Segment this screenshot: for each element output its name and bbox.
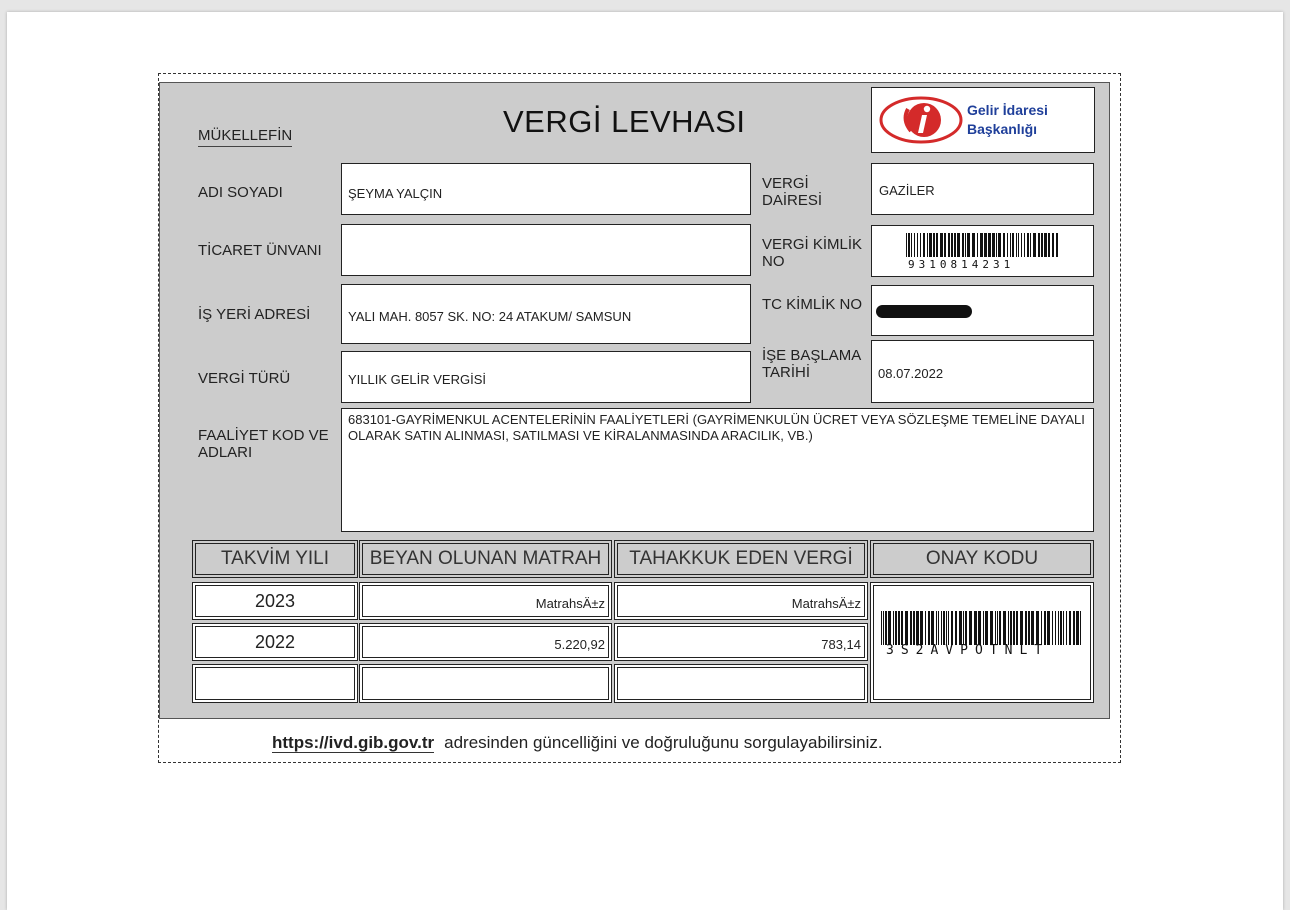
header-takvim-yili: TAKVİM YILI bbox=[192, 540, 358, 578]
barcode-bar bbox=[1003, 233, 1005, 257]
table-row-matrah: 5.220,92 bbox=[359, 623, 612, 661]
barcode-bar bbox=[1041, 233, 1043, 257]
table-row-matrah: MatrahsÄ±z bbox=[359, 582, 612, 620]
gib-logo-text: Gelir İdaresi Başkanlığı bbox=[967, 102, 1048, 137]
barcode-bar bbox=[1063, 611, 1064, 645]
barcode-bar bbox=[962, 233, 964, 257]
barcode-bar bbox=[933, 233, 935, 257]
barcode-bar bbox=[916, 611, 919, 645]
barcode-bar bbox=[992, 233, 995, 257]
barcode-bar bbox=[996, 233, 997, 257]
field-faaliyet: 683101-GAYRİMENKUL ACENTELERİNİN FAALİYETLERİ (GAYRİMENKULÜN ÜCRET VEYA SÖZLEŞME TEMELİNE DAYALI OLARAK SATIN ALINMASI, SATILMASI VE KİRALANMASINDA ARACILIK, VB.) bbox=[341, 408, 1094, 532]
barcode-bar bbox=[1044, 611, 1046, 645]
barcode-bar bbox=[925, 611, 926, 645]
barcode-bar bbox=[983, 611, 984, 645]
barcode-bar bbox=[978, 611, 981, 645]
table-row-matrah bbox=[359, 664, 612, 703]
barcode-bar bbox=[928, 611, 930, 645]
barcode-bar bbox=[1080, 611, 1081, 645]
label-vergi-kimlik-no: VERGİ KİMLİK NO bbox=[762, 236, 863, 270]
footer-note bbox=[272, 733, 883, 753]
field-vergi-dairesi: GAZİLER bbox=[871, 163, 1094, 215]
barcode-bar bbox=[1073, 611, 1075, 645]
label-tc-kimlik-no: TC KİMLİK NO bbox=[762, 296, 863, 313]
barcode-bar bbox=[938, 611, 939, 645]
barcode-bar bbox=[997, 611, 998, 645]
barcode-bar bbox=[1055, 611, 1056, 645]
barcode-bar bbox=[995, 611, 996, 645]
table-row-vergi: 783,14 bbox=[614, 623, 868, 661]
header-onay-kodu: ONAY KODU bbox=[870, 540, 1094, 578]
barcode-bar bbox=[936, 611, 937, 645]
barcode-bar bbox=[1052, 233, 1054, 257]
barcode-bar bbox=[999, 611, 1001, 645]
barcode-bar bbox=[895, 611, 897, 645]
label-is-yeri-adresi: İŞ YERİ ADRESİ bbox=[198, 306, 311, 323]
field-vergi-turu: YILLIK GELİR VERGİSİ bbox=[341, 351, 751, 403]
barcode-bar bbox=[885, 611, 887, 645]
barcode-bar bbox=[911, 233, 912, 257]
barcode-bar bbox=[1047, 611, 1050, 645]
gib-link[interactable]: https://ivd.gib.gov.tr bbox=[272, 733, 435, 752]
gib-logo-icon bbox=[878, 93, 964, 147]
barcode-bar bbox=[954, 233, 956, 257]
onay-barcode-icon bbox=[881, 611, 1083, 645]
barcode-bar bbox=[941, 611, 942, 645]
barcode-bar bbox=[1003, 611, 1006, 645]
label-ise-baslama: İŞE BAŞLAMA TARİHİ bbox=[762, 347, 861, 381]
barcode-bar bbox=[1013, 611, 1015, 645]
barcode-bar bbox=[988, 233, 991, 257]
table-row-vergi bbox=[614, 664, 868, 703]
barcode-bar bbox=[948, 611, 949, 645]
barcode-bar bbox=[1008, 611, 1009, 645]
barcode-bar bbox=[1033, 233, 1036, 257]
barcode-bar bbox=[948, 233, 950, 257]
barcode-bar bbox=[944, 233, 946, 257]
onay-kodu-cell bbox=[870, 582, 1094, 703]
barcode-bar bbox=[1020, 611, 1023, 645]
barcode-bar bbox=[929, 233, 932, 257]
barcode-bar bbox=[920, 611, 923, 645]
label-ticaret-unvani: TİCARET ÜNVANI bbox=[198, 242, 322, 259]
barcode-bar bbox=[965, 233, 966, 257]
barcode-bar bbox=[1031, 611, 1034, 645]
barcode-bar bbox=[951, 611, 953, 645]
barcode-bar bbox=[1018, 233, 1019, 257]
barcode-bar bbox=[965, 611, 967, 645]
barcode-bar bbox=[1044, 233, 1047, 257]
barcode-bar bbox=[1048, 233, 1050, 257]
gib-logo bbox=[871, 87, 1095, 153]
table-row-year bbox=[192, 664, 358, 703]
barcode-bar bbox=[920, 233, 921, 257]
barcode-bar bbox=[1027, 233, 1029, 257]
barcode-bar bbox=[888, 611, 891, 645]
barcode-bar bbox=[980, 233, 983, 257]
barcode-bar bbox=[1036, 611, 1039, 645]
barcode-bar bbox=[1056, 233, 1058, 257]
barcode-bar bbox=[963, 611, 964, 645]
barcode-bar bbox=[901, 611, 903, 645]
onay-kodu-text: 3S2AVPOTNLT bbox=[886, 643, 1050, 658]
barcode-bar bbox=[881, 611, 882, 645]
barcode-bar bbox=[923, 233, 925, 257]
barcode-bar bbox=[940, 233, 943, 257]
barcode-bar bbox=[1016, 611, 1018, 645]
barcode-bar bbox=[931, 611, 934, 645]
barcode-bar bbox=[927, 233, 928, 257]
table-row-year: 2023 bbox=[192, 582, 358, 620]
barcode-bar bbox=[1058, 611, 1059, 645]
barcode-bar bbox=[959, 611, 962, 645]
barcode-bar bbox=[1010, 611, 1012, 645]
barcode-bar bbox=[906, 233, 907, 257]
barcode-bar bbox=[1025, 611, 1027, 645]
barcode-bar bbox=[1016, 233, 1017, 257]
field-adi-soyadi: ŞEYMA YALÇIN bbox=[341, 163, 751, 215]
barcode-bar bbox=[893, 611, 894, 645]
document-title: VERGİ LEVHASI bbox=[503, 104, 746, 139]
barcode-bar bbox=[1021, 233, 1022, 257]
barcode-bar bbox=[898, 611, 900, 645]
barcode-bar bbox=[1041, 611, 1042, 645]
table-row-vergi: MatrahsÄ±z bbox=[614, 582, 868, 620]
barcode-bar bbox=[984, 233, 987, 257]
table-row-year: 2022 bbox=[192, 623, 358, 661]
field-ticaret-unvani bbox=[341, 224, 751, 276]
header-beyan-matrah: BEYAN OLUNAN MATRAH bbox=[359, 540, 612, 578]
vkn-digits: 9310814231 bbox=[908, 258, 1015, 271]
barcode-bar bbox=[1076, 611, 1079, 645]
barcode-bar bbox=[946, 611, 947, 645]
vkn-barcode-icon bbox=[906, 233, 1061, 257]
barcode-bar bbox=[1012, 233, 1014, 257]
barcode-bar bbox=[1024, 233, 1025, 257]
label-vergi-dairesi: VERGİ DAİRESİ bbox=[762, 175, 823, 209]
barcode-bar bbox=[990, 611, 993, 645]
barcode-bar bbox=[943, 611, 945, 645]
barcode-bar bbox=[1069, 611, 1071, 645]
field-is-yeri-adresi: YALI MAH. 8057 SK. NO: 24 ATAKUM/ SAMSUN bbox=[341, 284, 751, 344]
barcode-bar bbox=[1038, 233, 1040, 257]
barcode-bar bbox=[917, 233, 918, 257]
barcode-bar bbox=[951, 233, 953, 257]
redaction-mark bbox=[876, 305, 972, 318]
label-adi-soyadi: ADI SOYADI bbox=[198, 184, 283, 201]
barcode-bar bbox=[977, 233, 978, 257]
barcode-bar bbox=[955, 611, 957, 645]
barcode-bar bbox=[1007, 233, 1008, 257]
barcode-bar bbox=[967, 233, 970, 257]
field-vergi-kimlik-no bbox=[871, 225, 1094, 277]
barcode-bar bbox=[1010, 233, 1011, 257]
label-vergi-turu: VERGİ TÜRÜ bbox=[198, 370, 291, 387]
barcode-bar bbox=[1066, 611, 1067, 645]
footer-text: adresinden güncelliğini ve doğruluğunu sorgulayabilirsiniz. bbox=[444, 733, 883, 752]
label-faaliyet: FAALİYET KOD VE ADLARI bbox=[198, 427, 329, 461]
barcode-bar bbox=[913, 611, 915, 645]
barcode-bar bbox=[908, 233, 910, 257]
barcode-bar bbox=[972, 233, 975, 257]
barcode-bar bbox=[974, 611, 977, 645]
barcode-bar bbox=[905, 611, 908, 645]
barcode-bar bbox=[1028, 611, 1030, 645]
barcode-bar bbox=[883, 611, 884, 645]
barcode-bar bbox=[1060, 611, 1062, 645]
barcode-bar bbox=[969, 611, 972, 645]
section-label: MÜKELLEFİN bbox=[198, 127, 292, 147]
barcode-bar bbox=[914, 233, 915, 257]
barcode-bar bbox=[985, 611, 988, 645]
barcode-bar bbox=[936, 233, 938, 257]
barcode-bar bbox=[910, 611, 912, 645]
barcode-bar bbox=[1052, 611, 1053, 645]
barcode-bar bbox=[998, 233, 1001, 257]
barcode-bar bbox=[1030, 233, 1031, 257]
field-ise-baslama: 08.07.2022 bbox=[871, 340, 1094, 403]
header-tahakkuk-vergi: TAHAKKUK EDEN VERGİ bbox=[614, 540, 868, 578]
barcode-bar bbox=[957, 233, 960, 257]
